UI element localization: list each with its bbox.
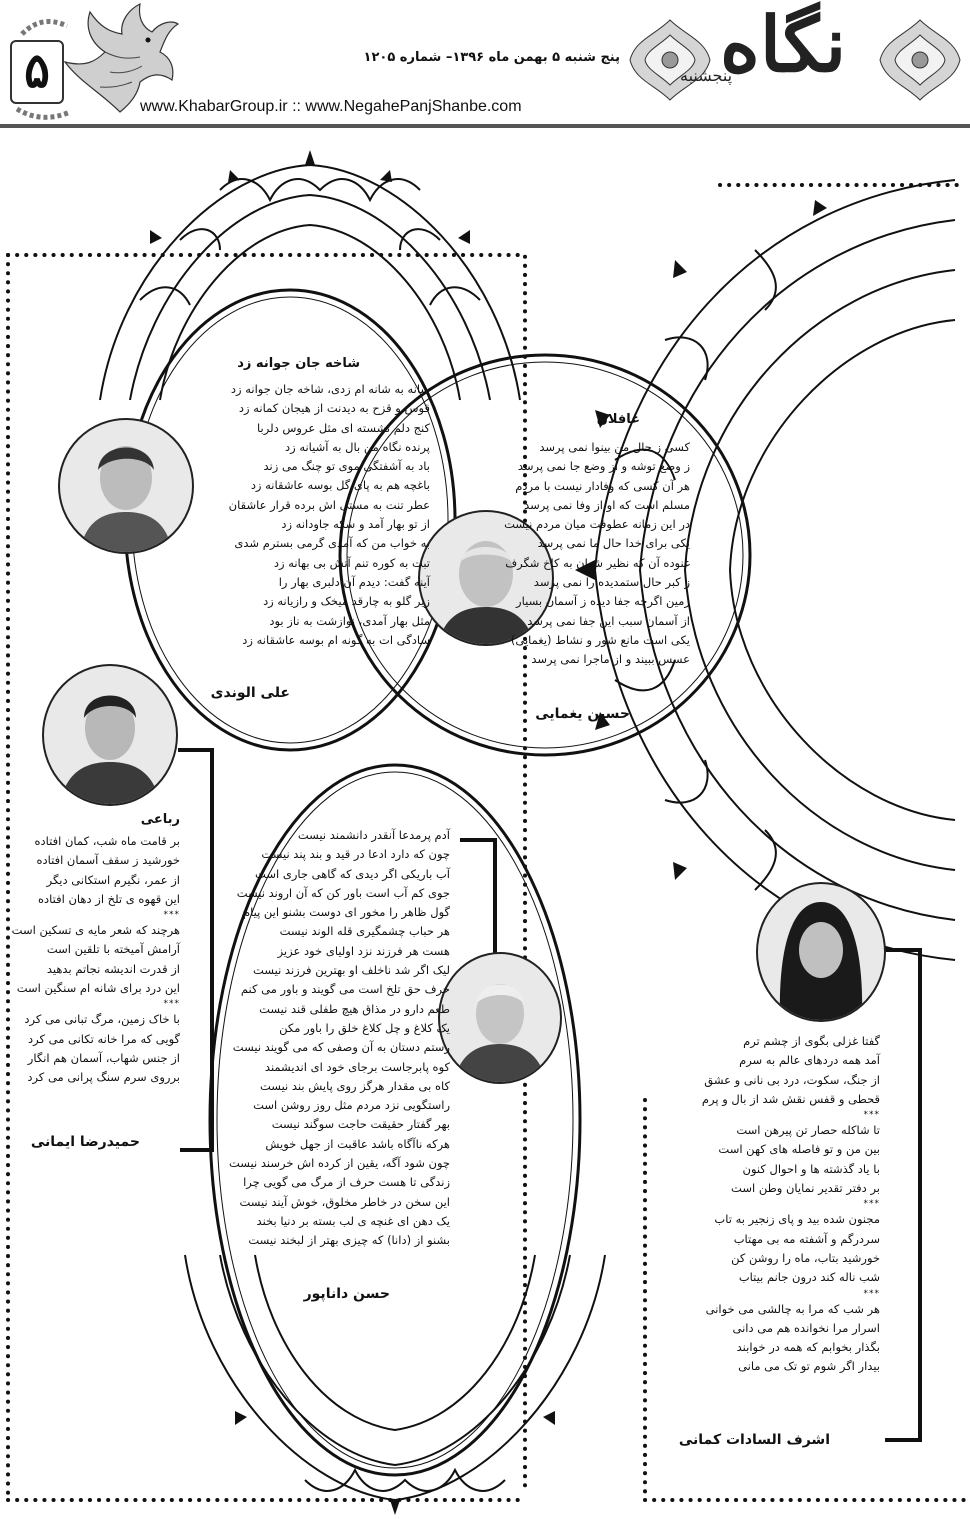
stanza-separator: ***	[863, 1110, 880, 1121]
poem-body-alvandi	[180, 380, 430, 650]
poem-body-imani	[10, 832, 180, 1088]
arabesque-ornament-top	[80, 150, 540, 410]
poem-line: مجنون شده بید و پای زنجیر به تاب	[714, 1212, 880, 1227]
poem-line: باد به آشفتگی موی تو چنگ می زند	[263, 459, 430, 474]
poem-line: از تو بهار آمد و سکه جاودانه زد	[281, 517, 430, 532]
poem-line: حرف حق تلخ است می گویند و باور می کنم	[240, 982, 450, 997]
poem-line: تبت به کوره تنم آتش بی بهانه زد	[273, 555, 430, 570]
newspaper-logo[interactable]: نگاه	[720, 0, 847, 89]
poem-line: هر شب که مرا به چالشی می خوانی	[705, 1301, 880, 1316]
author-photo-imani	[42, 664, 178, 806]
poem-line: سادگی ات به گونه ام بوسه عاشقانه زد	[242, 632, 430, 647]
poem-line: زمین اگرچه جفا دیده ز آسمان بسیار	[516, 594, 690, 609]
poem-line: آینه گفت: دیدم آن دلبری بهار را	[278, 574, 430, 589]
poem-line: از جنس شهاب، آسمان هم انگار	[27, 1050, 180, 1065]
poem-line: هرکه ناآگاه باشد عاقبت از جهل خویش	[265, 1136, 450, 1151]
poem-line: بشنو از (دانا) که چیزی بهتر از لبخند نیست	[248, 1233, 450, 1248]
poem-line: یکی برای خدا حال ما نمی پرسد	[537, 536, 690, 551]
poem-line: یک دهن ای غنچه ی لب بسته بر دنیا بخند	[256, 1213, 450, 1228]
poem-line: با یاد گذشته ها و احوال کنون	[742, 1161, 880, 1176]
poem-line: یک کلاغ و چل کلاغ خلق را باور مکن	[279, 1020, 450, 1035]
poem-line: کسی ز حال من بینوا نمی پرسد	[539, 440, 690, 454]
poem-line: این سخن در خاطر مخلوق، خوش آیند نیست	[239, 1194, 450, 1209]
poem-line: آدم پرمدعا آنقدر دانشمند نیست	[297, 828, 450, 842]
poem-line: گول ظاهر را مخور ای دوست بشنو این پیام	[242, 905, 450, 920]
stanza-separator: ***	[863, 1199, 880, 1210]
poem-line: هر حباب چشمگیری قله الوند نیست	[279, 924, 450, 939]
poem-line: آب باریکی اگر دیدی که گاهی جاری است	[255, 866, 450, 881]
poem-line: برروی سرم سنگ پرانی می کرد	[27, 1070, 180, 1085]
poem-author-yaghmaei: حسین یغمایی	[535, 706, 630, 722]
poem-line: به خواب من که آمدی گرمی بسترم شدی	[234, 536, 430, 551]
poem-line: بر قامت ماه شب، کمان افتاده	[34, 834, 180, 848]
stanza-separator: ***	[863, 1288, 880, 1299]
poem-line: از عمر، نگیرم استکانی دیگر	[46, 872, 180, 887]
poem-title-alvandi: شاخه جان جوانه زد	[237, 356, 360, 371]
poem-line: خورشید بتاب، ماه را روشن کن	[731, 1250, 880, 1265]
issue-date-line: پنج شنبه ۵ بهمن ماه ۱۳۹۶– شماره ۱۲۰۵	[363, 50, 620, 65]
poem-line: بیدار اگر شوم تو تک می مانی	[738, 1359, 880, 1374]
poem-line: بین من و تو فاصله های کهن است	[718, 1142, 880, 1157]
poem-line: گفتا غزلی بگوی از چشم ترم	[743, 1034, 880, 1048]
poem-line: بگذار بخوابم که همه در خوابند	[736, 1340, 880, 1355]
header-divider	[0, 124, 970, 128]
arabesque-ornament-bottom	[165, 1255, 625, 1515]
poem-line: راستگویی نزد مردم مثل روز روشن است	[253, 1098, 450, 1113]
poem-line: عسس ببیند و از ماجرا نمی پرسد	[531, 652, 690, 667]
poem-line: ز کبر حال ستمدیده را نمی پرسد	[533, 575, 690, 590]
poem-body-yaghmaei	[445, 438, 690, 670]
poem-title-yaghmaei: غافلان	[596, 412, 640, 427]
poem-line: غنوده آن که نظیر شهان به کاخ شگرف	[505, 555, 690, 570]
poem-line: لیک اگر شد ناخلف او بهترین فرزند نیست	[253, 963, 450, 978]
poem-line: رستم دستان به آن وصفی که می گویند نیست	[232, 1040, 450, 1055]
poem-line: مثل بهار آمدی، نوازشت به ناز بود	[269, 613, 430, 628]
poem-line: از آسمان سبب این جفا نمی پرسد	[527, 613, 690, 628]
poem-line: قحطی و قفس نقش شد از بال و پرم	[701, 1091, 880, 1106]
poem-line: قوس و قزح به دیدنت از هیجان کمانه زد	[238, 401, 430, 416]
poem-line: یکی است مانع شور و نشاط (یغمایی)	[510, 632, 690, 647]
poem-line: چون که دارد ادعا در قید و بند پند نیست	[261, 847, 450, 862]
poem-line: مسلم است که او از وفا نمی پرسد	[524, 497, 690, 512]
poem-author-kamani: اشرف السادات کمانی	[678, 1432, 830, 1448]
poem-line: هرچند که شعر مایه ی تسکین است	[11, 923, 180, 938]
poem-line: آمد همه دردهای عالم به سرم	[739, 1053, 880, 1068]
poem-line: هست هر فرزند نزد اولیای خود عزیز	[277, 943, 450, 958]
poem-line: چون شود آگه، یقین از کرده اش خرسند نیست	[229, 1156, 450, 1171]
poem-line: اسرار مرا نخوانده هم می دانی	[732, 1320, 880, 1335]
poem-line: بهر گفتار حقیقت حاجت سوگند نیست	[271, 1117, 450, 1132]
author-photo-kamani	[756, 882, 886, 1022]
author-photo-danapour	[438, 952, 562, 1084]
poem-line: شب ناله کند درون جانم بیتاب	[738, 1270, 880, 1285]
poem-line: سردرگم و آشفته مه بی مهتاب	[733, 1231, 880, 1246]
poem-body-danapour	[210, 826, 450, 1251]
poem-line: کاه بی مقدار هرگز روی پایش بند نیست	[260, 1078, 450, 1093]
poem-line: کنج دلم نشسته ای مثل عروس دلربا	[257, 420, 430, 435]
poem-line: ز وضع توشه و از وضع جا نمی پرسد	[517, 459, 690, 474]
poem-line: آرامش آمیخته با تلقین است	[46, 942, 180, 957]
poem-line: شانه به شانه ام زدی، شاخه جان جوانه زد	[230, 382, 430, 396]
logo-ornament-left-icon	[625, 15, 715, 105]
poem-line: طعم دارو در مذاق هیچ طفلی قند نیست	[259, 1001, 450, 1016]
poem-line: بر دفتر تقدیر نمایان وطن است	[731, 1181, 880, 1196]
poem-line: جوی کم آب است باور کن که آن اروند نیست	[236, 885, 450, 900]
stanza-separator: ***	[163, 999, 180, 1010]
page-number: ۵	[10, 40, 64, 104]
poem-body-kamani	[650, 1032, 880, 1377]
newspaper-logo-subtitle: پنجشنبه	[680, 66, 733, 85]
poem-line: این درد برای شانه ام سنگین است	[16, 981, 180, 996]
logo-ornament-right-icon	[875, 15, 965, 105]
poem-line: گویی که مرا خانه تکانی می کرد	[28, 1031, 180, 1046]
poem-author-imani: حمیدرضا ایمانی	[30, 1134, 140, 1150]
poem-line: کوه پابرجاست برجای خود ای اندیشمند	[264, 1059, 450, 1074]
poem-line: عطر تنت به مستی اش برده قرار عاشقان	[228, 497, 430, 512]
site-urls[interactable]: www.KhabarGroup.ir :: www.NegahePanjShanbe.com	[140, 98, 522, 115]
poem-line: این قهوه ی تلخ از دهان افتاده	[38, 891, 180, 906]
poem-line: زندگی تا هست حرف از مرگ می گویی چرا	[243, 1175, 450, 1190]
poem-line: باغچه هم به پای گل بوسه عاشقانه زد	[250, 478, 430, 493]
poem-line: با خاک زمین، مرگ تبانی می کرد	[24, 1012, 180, 1027]
poem-line: خورشید ز سقف آسمان افتاده	[36, 853, 180, 868]
author-photo-alvandi	[58, 418, 194, 554]
stanza-separator: ***	[163, 910, 180, 921]
poem-line: پرنده نگاه من بال به آشیانه زد	[284, 439, 430, 454]
page-header	[0, 0, 970, 135]
poem-line: از جنگ، سکوت، درد بی نانی و عشق	[704, 1072, 880, 1087]
chain-ornament-icon	[12, 14, 72, 124]
poem-line: تا شاکله حصار تن پیرهن است	[736, 1123, 880, 1138]
poem-title-imani: رباعی	[140, 812, 180, 827]
poem-author-danapour: حسن داناپور	[303, 1286, 390, 1302]
poem-line: در این زمانه عطوفت میان مردم نیست	[504, 517, 690, 532]
poem-line: زیر گلو به چارقد میخک و رازیانه زد	[263, 594, 430, 609]
poem-line: از قدرت اندیشه نجاتم بدهید	[46, 961, 180, 976]
poem-line: هر آن کسی که وفادار نیست با مردم	[515, 478, 690, 493]
poem-author-alvandi: علی الوندی	[210, 685, 290, 701]
